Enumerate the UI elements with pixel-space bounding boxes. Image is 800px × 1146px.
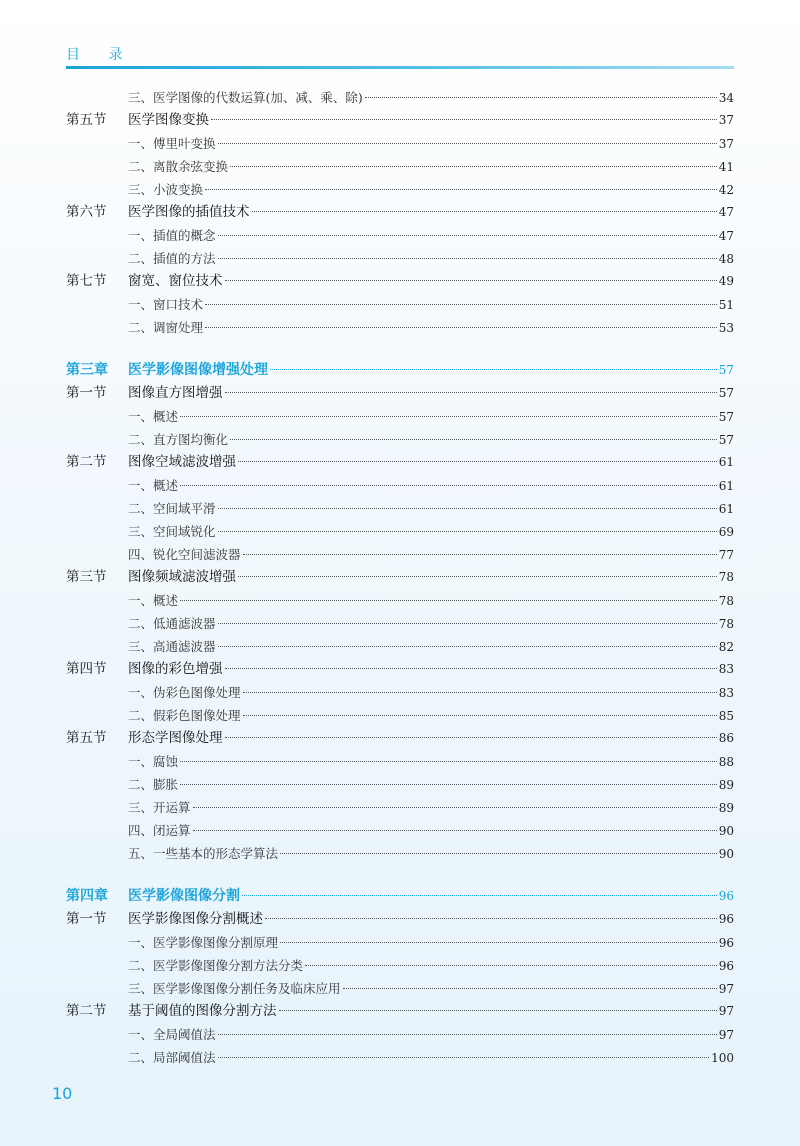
dot-leader xyxy=(252,211,717,212)
toc-entry-page: 49 xyxy=(718,274,734,288)
toc-item-entry[interactable] xyxy=(66,132,734,155)
toc-item-entry[interactable] xyxy=(66,704,734,727)
toc-entry-title: 五、一些基本的形态学算法 xyxy=(128,846,279,861)
toc-item-entry[interactable] xyxy=(66,155,734,178)
dot-leader xyxy=(230,166,717,167)
toc-item-entry[interactable] xyxy=(66,842,734,865)
dot-leader xyxy=(180,600,717,601)
dot-leader xyxy=(225,668,717,669)
toc-entry-title: 一、医学影像图像分割原理 xyxy=(128,935,279,950)
toc-entry-title: 一、傅里叶变换 xyxy=(128,136,216,151)
toc-entry-page: 47 xyxy=(718,205,734,219)
toc-entry-title: 三、空间域锐化 xyxy=(128,524,216,539)
toc-entry-title: 三、小波变换 xyxy=(128,182,204,197)
toc-entry-page: 89 xyxy=(718,801,734,815)
toc-entry-title: 一、窗口技术 xyxy=(128,297,204,312)
dot-leader xyxy=(242,895,717,896)
toc-entry-number: 第七节 xyxy=(66,273,107,289)
toc-item-entry[interactable] xyxy=(66,635,734,658)
toc-entry-page: 90 xyxy=(718,847,734,861)
toc-entry-page: 34 xyxy=(718,91,734,105)
dot-leader xyxy=(305,965,717,966)
dot-leader xyxy=(238,576,717,577)
toc-entry-page: 82 xyxy=(718,640,734,654)
toc-item-entry[interactable] xyxy=(66,474,734,497)
toc-entry-title: 二、调窗处理 xyxy=(128,320,204,335)
toc-entry-title: 一、概述 xyxy=(128,409,179,424)
toc-entry-title: 医学影像图像分割 xyxy=(128,888,240,904)
toc-entry-number: 第二节 xyxy=(66,1003,107,1019)
toc-entry-title: 三、开运算 xyxy=(128,800,191,815)
toc-section-entry[interactable] xyxy=(66,270,734,293)
toc-item-entry[interactable] xyxy=(66,819,734,842)
toc-chapter-entry[interactable] xyxy=(66,884,734,908)
toc-entry-number: 第一节 xyxy=(66,911,107,927)
dot-leader xyxy=(218,623,717,624)
toc-entry-title: 图像直方图增强 xyxy=(128,385,223,401)
toc-entry-title: 二、直方图均衡化 xyxy=(128,432,229,447)
toc-entry-title: 图像频域滤波增强 xyxy=(128,569,236,585)
dot-leader xyxy=(218,1057,710,1058)
dot-leader xyxy=(365,97,717,98)
dot-leader xyxy=(280,853,717,854)
dot-leader xyxy=(205,189,717,190)
toc-entry-page: 53 xyxy=(718,321,734,335)
toc-entry-title: 四、闭运算 xyxy=(128,823,191,838)
toc-entry-title: 二、局部阈值法 xyxy=(128,1050,216,1065)
toc-entry-page: 83 xyxy=(718,662,734,676)
dot-leader xyxy=(218,235,717,236)
toc-item-entry[interactable] xyxy=(66,931,734,954)
toc-entry-page: 78 xyxy=(718,594,734,608)
toc-entry-number: 第四章 xyxy=(66,888,108,904)
dot-leader xyxy=(193,807,717,808)
toc-item-entry[interactable] xyxy=(66,796,734,819)
toc-entry-title: 三、高通滤波器 xyxy=(128,639,216,654)
dot-leader xyxy=(180,784,717,785)
toc-entry-page: 89 xyxy=(718,778,734,792)
toc-entry-page: 57 xyxy=(718,410,734,424)
table-of-contents xyxy=(66,86,734,1069)
dot-leader xyxy=(211,119,717,120)
dot-leader xyxy=(180,761,717,762)
toc-item-entry[interactable] xyxy=(66,954,734,977)
dot-leader xyxy=(243,715,717,716)
toc-entry-title: 二、插值的方法 xyxy=(128,251,216,266)
dot-leader xyxy=(180,416,717,417)
toc-entry-title: 一、全局阈值法 xyxy=(128,1027,216,1042)
toc-entry-number: 第五节 xyxy=(66,730,107,746)
toc-section-entry[interactable] xyxy=(66,109,734,132)
toc-entry-page: 69 xyxy=(718,525,734,539)
toc-section-entry[interactable] xyxy=(66,566,734,589)
toc-item-entry[interactable] xyxy=(66,428,734,451)
toc-item-entry[interactable] xyxy=(66,1046,734,1069)
toc-section-entry[interactable] xyxy=(66,451,734,474)
toc-item-entry[interactable] xyxy=(66,1023,734,1046)
toc-section-entry[interactable] xyxy=(66,382,734,405)
toc-entry-page: 61 xyxy=(718,479,734,493)
dot-leader xyxy=(218,258,717,259)
dot-leader xyxy=(243,554,717,555)
dot-leader xyxy=(270,369,717,370)
toc-entry-title: 二、医学影像图像分割方法分类 xyxy=(128,958,304,973)
toc-entry-page: 85 xyxy=(718,709,734,723)
toc-item-entry[interactable] xyxy=(66,543,734,566)
toc-entry-page: 97 xyxy=(718,1028,734,1042)
toc-entry-number: 第六节 xyxy=(66,204,107,220)
toc-entry-page: 96 xyxy=(718,912,734,926)
toc-item-entry[interactable] xyxy=(66,681,734,704)
toc-entry-number: 第三章 xyxy=(66,362,108,378)
toc-item-entry[interactable] xyxy=(66,750,734,773)
toc-item-entry[interactable] xyxy=(66,612,734,635)
toc-item-entry[interactable] xyxy=(66,589,734,612)
toc-entry-page: 96 xyxy=(718,889,734,903)
toc-entry-page: 37 xyxy=(718,137,734,151)
toc-entry-page: 51 xyxy=(718,298,734,312)
toc-entry-page: 48 xyxy=(718,252,734,266)
header-title: 目 录 xyxy=(66,47,135,63)
toc-entry-number: 第四节 xyxy=(66,661,107,677)
toc-entry-title: 四、锐化空间滤波器 xyxy=(128,547,241,562)
dot-leader xyxy=(218,646,717,647)
dot-leader xyxy=(265,918,717,919)
toc-entry-title: 二、膨胀 xyxy=(128,777,179,792)
toc-entry-title: 一、腐蚀 xyxy=(128,754,179,769)
dot-leader xyxy=(193,830,717,831)
toc-entry-page: 78 xyxy=(718,617,734,631)
toc-entry-title: 医学影像图像分割概述 xyxy=(128,911,263,927)
toc-entry-number: 第三节 xyxy=(66,569,107,585)
toc-entry-title: 图像的彩色增强 xyxy=(128,661,223,677)
toc-entry-page: 57 xyxy=(718,363,734,377)
dot-leader xyxy=(205,304,717,305)
toc-item-entry[interactable] xyxy=(66,977,734,1000)
toc-entry-title: 一、伪彩色图像处理 xyxy=(128,685,241,700)
toc-chapter-entry[interactable] xyxy=(66,358,734,382)
dot-leader xyxy=(205,327,717,328)
toc-section-entry[interactable] xyxy=(66,908,734,931)
toc-entry-title: 窗宽、窗位技术 xyxy=(128,273,223,289)
toc-entry-page: 97 xyxy=(718,982,734,996)
dot-leader xyxy=(225,737,717,738)
toc-entry-title: 一、概述 xyxy=(128,593,179,608)
dot-leader xyxy=(225,392,717,393)
toc-entry-page: 96 xyxy=(718,959,734,973)
toc-item-entry[interactable] xyxy=(66,247,734,270)
toc-entry-title: 图像空域滤波增强 xyxy=(128,454,236,470)
running-header xyxy=(66,44,734,66)
toc-entry-title: 医学影像图像增强处理 xyxy=(128,362,268,378)
toc-item-entry[interactable] xyxy=(66,316,734,339)
dot-leader xyxy=(343,988,717,989)
dot-leader xyxy=(230,439,717,440)
toc-section-entry[interactable] xyxy=(66,201,734,224)
toc-item-entry[interactable] xyxy=(66,497,734,520)
toc-item-entry[interactable] xyxy=(66,178,734,201)
toc-entry-page: 77 xyxy=(718,548,734,562)
toc-entry-page: 96 xyxy=(718,936,734,950)
dot-leader xyxy=(180,485,717,486)
dot-leader xyxy=(218,1034,717,1035)
dot-leader xyxy=(218,143,717,144)
toc-entry-title: 医学图像的插值技术 xyxy=(128,204,250,220)
toc-item-entry[interactable] xyxy=(66,405,734,428)
toc-entry-page: 42 xyxy=(718,183,734,197)
dot-leader xyxy=(218,531,717,532)
toc-entry-page: 47 xyxy=(718,229,734,243)
toc-section-entry[interactable] xyxy=(66,658,734,681)
toc-item-entry[interactable] xyxy=(66,293,734,316)
dot-leader xyxy=(243,692,717,693)
toc-entry-title: 二、空间域平滑 xyxy=(128,501,216,516)
toc-entry-title: 二、低通滤波器 xyxy=(128,616,216,631)
toc-entry-title: 医学图像变换 xyxy=(128,112,209,128)
dot-leader xyxy=(238,461,717,462)
toc-entry-number: 第二节 xyxy=(66,454,107,470)
toc-entry-page: 78 xyxy=(718,570,734,584)
toc-entry-page: 88 xyxy=(718,755,734,769)
toc-item-entry[interactable] xyxy=(66,224,734,247)
toc-entry-title: 二、离散余弦变换 xyxy=(128,159,229,174)
toc-entry-title: 一、概述 xyxy=(128,478,179,493)
toc-item-entry[interactable] xyxy=(66,86,734,109)
toc-entry-page: 57 xyxy=(718,433,734,447)
toc-entry-page: 97 xyxy=(718,1004,734,1018)
toc-entry-page: 57 xyxy=(718,386,734,400)
toc-entry-page: 61 xyxy=(718,502,734,516)
toc-entry-page: 37 xyxy=(718,113,734,127)
toc-entry-page: 86 xyxy=(718,731,734,745)
toc-entry-page: 61 xyxy=(718,455,734,469)
toc-entry-page: 83 xyxy=(718,686,734,700)
toc-entry-page: 90 xyxy=(718,824,734,838)
dot-leader xyxy=(279,1010,717,1011)
toc-section-entry[interactable] xyxy=(66,727,734,750)
dot-leader xyxy=(225,280,717,281)
toc-item-entry[interactable] xyxy=(66,520,734,543)
toc-entry-number: 第五节 xyxy=(66,112,107,128)
toc-entry-title: 三、医学影像图像分割任务及临床应用 xyxy=(128,981,341,996)
toc-entry-title: 一、插值的概念 xyxy=(128,228,216,243)
dot-leader xyxy=(218,508,717,509)
page-number: 10 xyxy=(52,1084,73,1103)
toc-entry-page: 41 xyxy=(718,160,734,174)
toc-entry-title: 基于阈值的图像分割方法 xyxy=(128,1003,277,1019)
toc-entry-title: 形态学图像处理 xyxy=(128,730,223,746)
toc-entry-title: 二、假彩色图像处理 xyxy=(128,708,241,723)
dot-leader xyxy=(280,942,717,943)
header-rule xyxy=(66,66,734,69)
toc-section-entry[interactable] xyxy=(66,1000,734,1023)
toc-entry-title: 三、医学图像的代数运算(加、减、乘、除) xyxy=(128,90,363,105)
toc-entry-number: 第一节 xyxy=(66,385,107,401)
toc-item-entry[interactable] xyxy=(66,773,734,796)
toc-entry-page: 100 xyxy=(711,1051,734,1065)
